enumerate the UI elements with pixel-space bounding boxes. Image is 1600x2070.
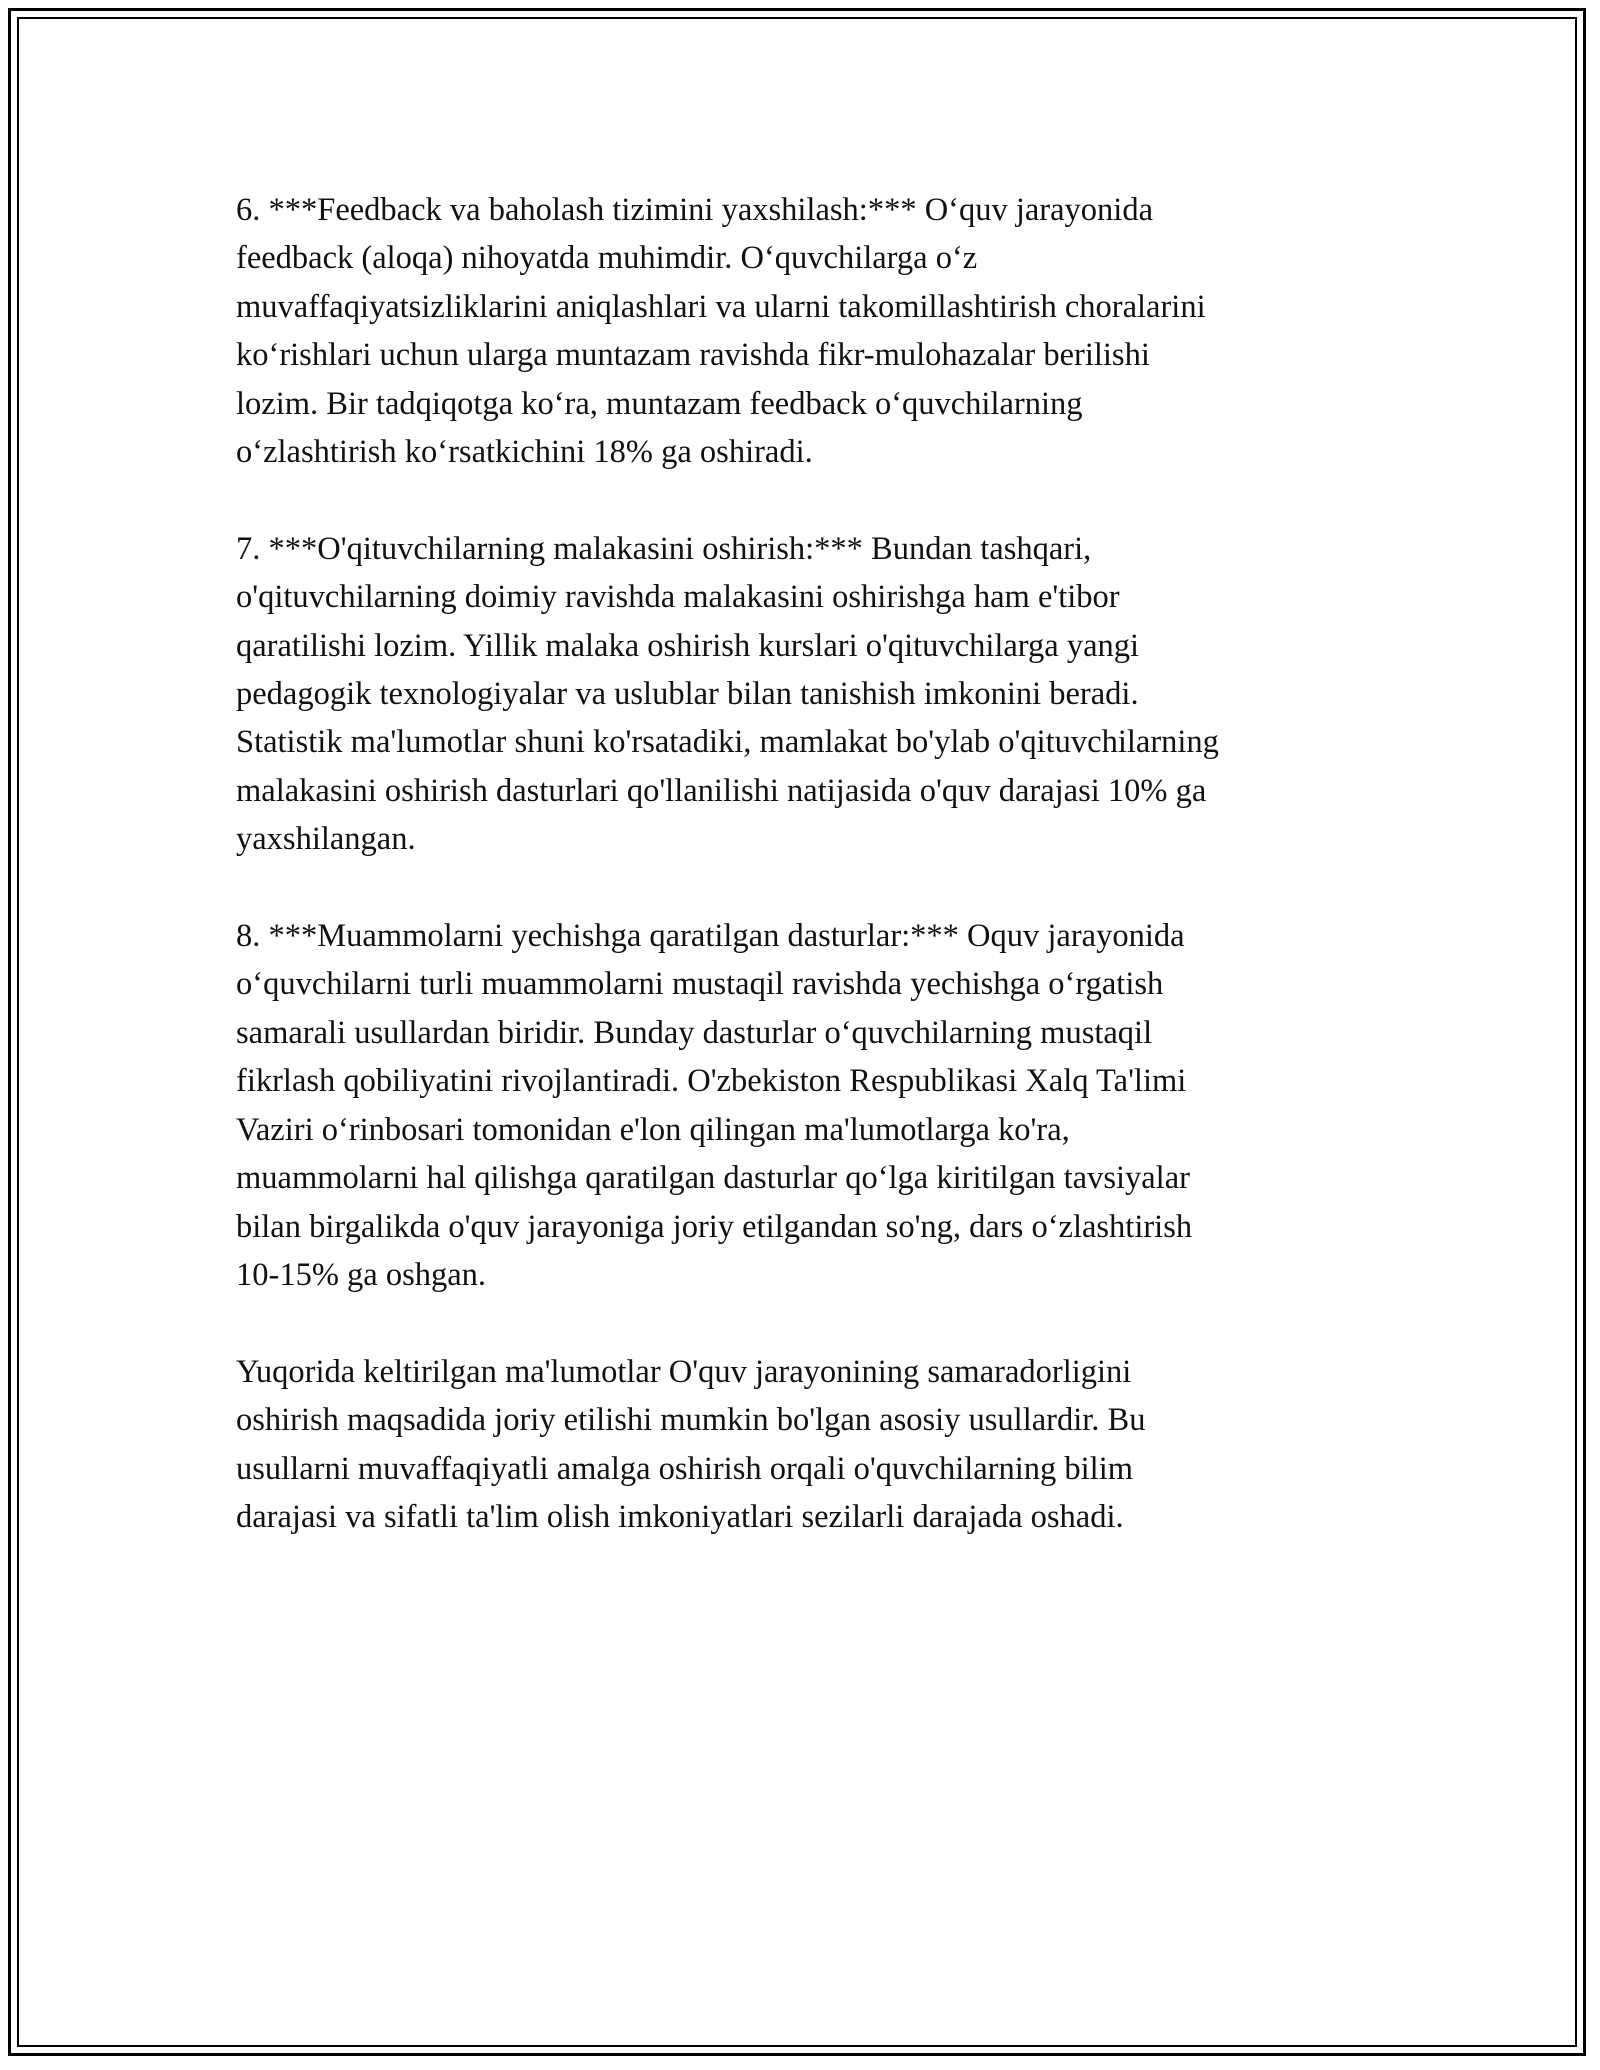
paragraph-problem-solving: 8. ***Muammolarni yechishga qaratilgan dasturlar:*** Oquv jarayonida oʻquvchilarni turli muammolarni mustaqil ravishda yechishga oʻrgatish samarali usullardan biridir. Bunday dasturlar oʻquvchilarning mustaqil fikrlash qobiliyatini rivojlantiradi. O'zbekiston Respublikasi Xalq Ta'limi Vaziri oʻrinbosari tomonidan e'lon qilingan ma'lumotlarga ko'ra, muammolarni hal qilishga qaratilgan dasturlar qoʻlga kiritilgan tavsiyalar bilan birgalikda o'quv jarayoniga joriy etilgandan so'ng, dars oʻzlashtirish 10-15% ga oshgan. bbox=[236, 918, 1193, 1293]
paragraph-conclusion: Yuqorida keltirilgan ma'lumotlar O'quv jarayonining samaradorligini oshirish maqsadida joriy etilishi mumkin bo'lgan asosiy usullardir. Bu usullarni muvaffaqiyatli amalga oshirish orqali o'quvchilarning bilim darajasi va sifatli ta'lim olish imkoniyatlari sezilarli darajada oshadi. bbox=[236, 1353, 1146, 1535]
paragraph-teacher-training: 7. ***O'qituvchilarning malakasini oshirish:*** Bundan tashqari, o'qituvchilarning doimiy ravishda malakasini oshirishga ham e'tibor qaratilishi lozim. Yillik malaka oshirish kurslari o'qituvchilarga yangi pedagogik texnologiyalar va uslublar bilan tanishish imkonini beradi. Statistik ma'lumotlar shuni ko'rsatadiki, mamlakat bo'ylab o'qituvchilarning malakasini oshirish dasturlari qo'llanilishi natijasida o'quv darajasi 10% ga yaxshilangan. bbox=[236, 530, 1219, 858]
document-body bbox=[236, 186, 1356, 1590]
paragraph-feedback: 6. ***Feedback va baholash tizimini yaxshilash:*** Oʻquv jarayonida feedback (aloqa) nihoyatda muhimdir. Oʻquvchilarga oʻz muvaffaqiyatsizliklarini aniqlashlari va ularni takomillashtirish choralarini koʻrishlari uchun ularga muntazam ravishda fikr-mulohazalar berilishi lozim. Bir tadqiqotga koʻra, muntazam feedback oʻquvchilarning oʻzlashtirish koʻrsatkichini 18% ga oshiradi. bbox=[236, 192, 1206, 471]
